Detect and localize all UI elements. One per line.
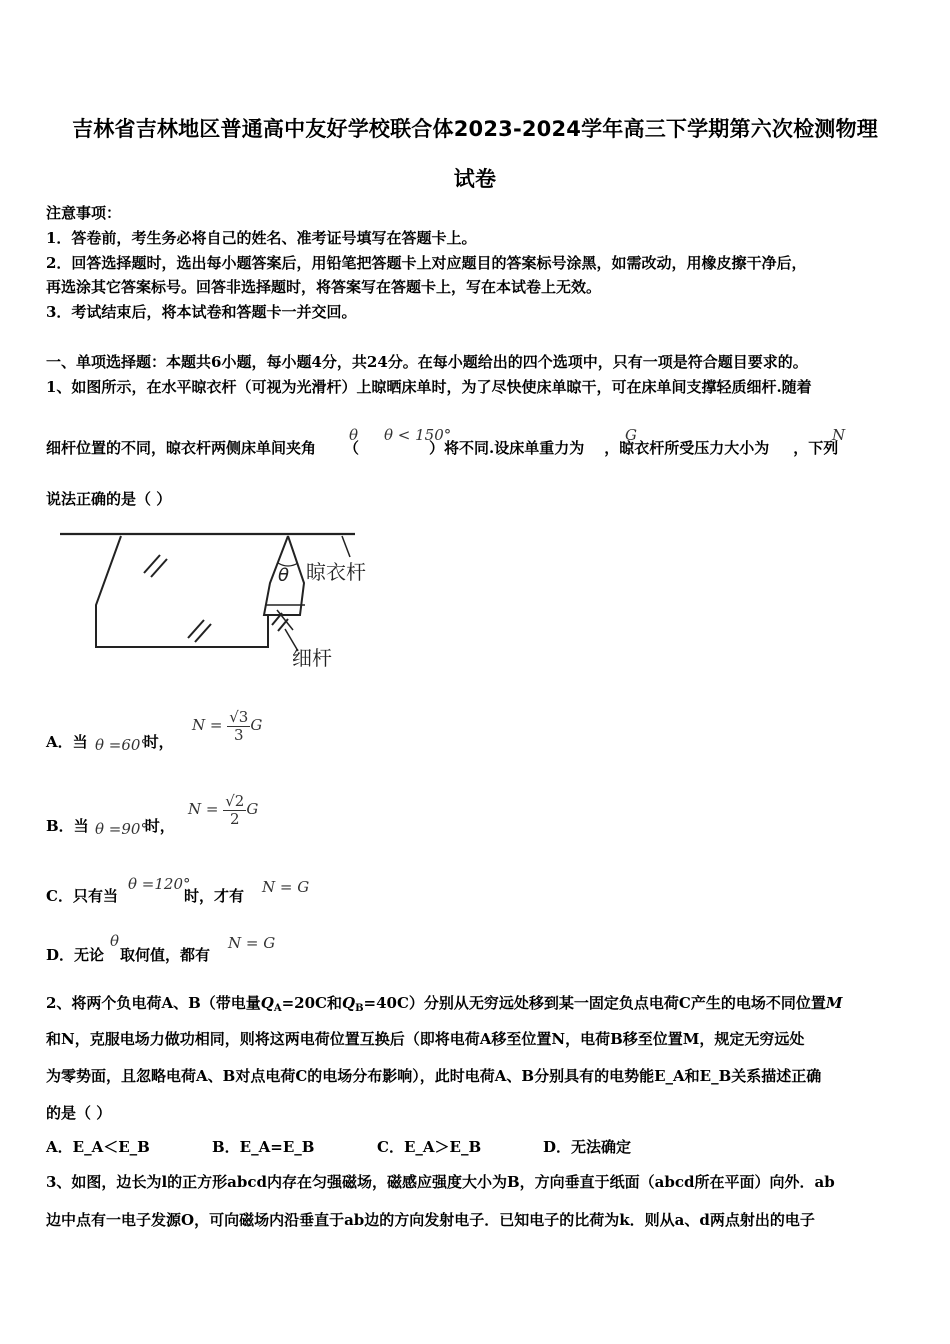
notice-item-2a: 2．回答选择题时，选出每小题答案后，用铅笔把答题卡上对应题目的答案标号涂黑，如需改动，用橡皮擦干净后，: [46, 254, 807, 272]
option-a-formula: [192, 707, 262, 744]
notice-item-3: 3．考试结束后，将本试卷和答题卡一并交回。: [46, 303, 357, 321]
q2-point-m: M: [825, 994, 843, 1012]
figure-label-rod: 晾衣杆: [306, 560, 366, 584]
hatch-marks: [144, 555, 293, 642]
option-b-formula: [188, 791, 258, 828]
q2-text: 2、将两个负电荷A、B（带电量: [46, 994, 261, 1012]
notice-item-2b: 再选涂其它答案标号。回答非选择题时，将答案写在答题卡上，写在本试卷上无效。: [46, 278, 602, 296]
q1-figure: [60, 525, 390, 675]
option-c-text: 时，才有: [183, 887, 244, 905]
q3-stem-line2: 边中点有一电子发源O，可向磁场内沿垂直于ab边的方向发射电子．已知电子的比荷为k．则从a、d两点射出的电子: [46, 1211, 815, 1229]
fraction-denominator: 2: [230, 809, 240, 828]
math-theta-condition: θ < 150°: [384, 426, 452, 444]
option-d-text: 取何值，都有: [120, 946, 211, 964]
fraction: [223, 793, 246, 828]
q1-text: 细杆位置的不同，晾衣杆两侧床单间夹角: [46, 439, 317, 457]
option-c-label: C．只有当: [46, 887, 118, 905]
fraction-denominator: 3: [234, 725, 244, 744]
option-a-condition: θ =60°: [95, 736, 148, 754]
q2-text: =40C）分别从无穷远处移到某一固定负点电荷C产生的电场不同位置: [363, 994, 826, 1012]
notice-heading: 注意事项：: [46, 204, 122, 222]
subscript: A: [273, 1003, 282, 1014]
notice-item-1: 1．答卷前，考生务必将自己的姓名、准考证号填写在答题卡上。: [46, 229, 477, 247]
q2-charge-a: Q: [260, 994, 274, 1012]
page-title-continued: 试卷: [453, 167, 497, 191]
q2-option-c: C．E_A＞E_B: [377, 1138, 482, 1156]
option-b-text: 时，: [144, 817, 175, 835]
option-d-equation: N = G: [228, 934, 276, 952]
q3-stem-line1: 3、如图，边长为l的正方形abcd内存在匀强磁场，磁感应强度大小为B，方向垂直于纸面（abcd所在平面）向外．ab: [46, 1173, 835, 1191]
page-title: 吉林省吉林地区普通高中友好学校联合体2023-2024学年高三下学期第六次检测物理: [72, 117, 878, 141]
option-a-label: A．当: [46, 733, 88, 751]
q2-option-d: D．无法确定: [543, 1138, 632, 1156]
math-theta: θ: [349, 426, 359, 444]
option-c-equation: N = G: [262, 878, 310, 896]
q2-stem-line4: 的是（ ）: [46, 1104, 112, 1122]
q1-text: ，下列: [793, 439, 839, 457]
q2-stem-line2: 和N，克服电场力做功相同，则将这两电荷位置互换后（即将电荷A移至位置N，电荷B移至位置M，规定无穷远处: [46, 1030, 805, 1048]
figure-label-stick: 细杆: [292, 646, 332, 670]
q2-stem-line1: [46, 993, 842, 1019]
option-c-condition: θ =120°: [128, 875, 191, 893]
subscript: B: [355, 1003, 364, 1014]
option-a-text: 时，: [143, 733, 174, 751]
fraction: [227, 709, 250, 744]
q2-option-b: B．E_A=E_B: [212, 1138, 315, 1156]
q1-option-d: [46, 945, 210, 965]
q2-charge-b: Q: [342, 994, 356, 1012]
q1-text: ）将不同.设床单重力为: [429, 439, 585, 457]
formula-lhs: N =: [188, 800, 219, 818]
q1-text: ，晾衣杆所受压力大小为: [604, 439, 770, 457]
q1-text: （: [344, 439, 360, 457]
q2-option-a: A．E_A＜E_B: [46, 1138, 150, 1156]
option-b-condition: θ =90°: [95, 820, 148, 838]
figure-theta-label: θ: [278, 565, 290, 586]
q2-stem-line3: 为零势面，且忽略电荷A、B对点电荷C的电场分布影响），此时电荷A、B分别具有的电势能E_A和E_B关系描述正确: [46, 1067, 822, 1085]
option-d-label: D．无论: [46, 946, 105, 964]
option-d-theta: θ: [110, 932, 120, 950]
math-normal-force: N: [832, 426, 846, 444]
fraction-numerator: √3: [229, 707, 249, 726]
option-b-label: B．当: [46, 817, 89, 835]
formula-rhs: G: [246, 800, 259, 818]
math-gravity: G: [625, 426, 637, 444]
q1-stem-line3: 说法正确的是（ ）: [46, 490, 172, 508]
fraction-numerator: √2: [225, 791, 245, 810]
section-heading: 一、单项选择题：本题共6小题，每小题4分，共24分。在每小题给出的四个选项中，只有一项是符合题目要求的。: [46, 353, 808, 371]
formula-rhs: G: [250, 716, 263, 734]
q2-text: =20C和: [281, 994, 342, 1012]
bedsheet-left: [96, 536, 268, 647]
formula-lhs: N =: [192, 716, 223, 734]
q1-stem-line1: 1、如图所示，在水平晾衣杆（可视为光滑杆）上晾晒床单时，为了尽快使床单晾干，可在床单间支撑轻质细杆.随着: [46, 378, 812, 396]
